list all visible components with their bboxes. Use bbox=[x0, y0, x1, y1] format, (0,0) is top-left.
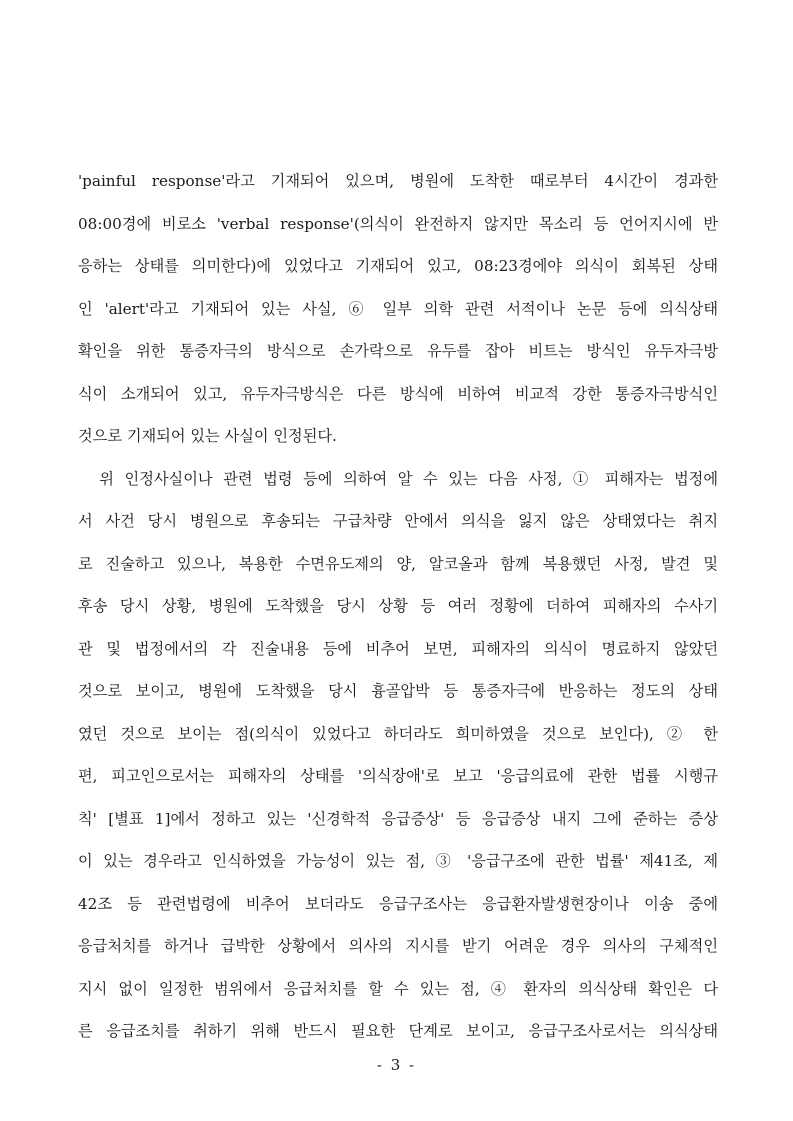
text-line: 른 응급조치를 취하기 위해 반드시 필요한 단계로 보이고, 응급구조사로서는 의식상태 bbox=[78, 1022, 718, 1040]
text-line: 지시 없이 일정한 범위에서 응급처치를 할 수 있는 점, ④ 환자의 의식상태 확인은 다 bbox=[78, 979, 718, 998]
text-line: 서 사건 당시 병원으로 후송되는 구급차량 안에서 의식을 잃지 않은 상태였다는 취지 bbox=[78, 512, 718, 530]
text-line: 식이 소개되어 있고, 유두자극방식은 다른 방식에 비하여 비교적 강한 통증자극방식인 bbox=[78, 384, 718, 403]
page-number: - 3 - bbox=[376, 1056, 417, 1074]
body-text bbox=[78, 160, 718, 1053]
text-line: 위 인정사실이나 관련 법령 등에 의하여 알 수 있는 다음 사정, ① 피해자는 법정에 bbox=[78, 469, 718, 488]
text-line: 08:00경에 비로소 'verbal response'(의식이 완전하지 않지만 목소리 등 언어지시에 반 bbox=[78, 214, 718, 233]
text-line: 것으로 기재되어 있는 사실이 인정된다. bbox=[78, 427, 337, 445]
text-line: 것으로 보이고, 병원에 도착했을 당시 흉골압박 등 통증자극에 반응하는 정도의 상태 bbox=[78, 682, 718, 700]
text-line: 로 진술하고 있으나, 복용한 수면유도제의 양, 알코올과 함께 복용했던 사정, 발견 및 bbox=[78, 554, 718, 573]
text-line: 관 및 법정에서의 각 진술내용 등에 비추어 보면, 피해자의 의식이 명료하지 않았던 bbox=[78, 639, 718, 658]
text-line: 응하는 상태를 의미한다)에 있었다고 기재되어 있고, 08:23경에야 의식이 회복된 상태 bbox=[78, 257, 718, 275]
text-line: 칙' [별표 1]에서 정하고 있는 '신경학적 응급증상' 등 응급증상 내지 그에 준하는 증상 bbox=[78, 809, 718, 828]
text-line: 응급처치를 하거나 급박한 상황에서 의사의 지시를 받기 어려운 경우 의사의 구체적인 bbox=[78, 937, 718, 955]
text-line: 'painful response'라고 기재되어 있으며, 병원에 도착한 때로부터 4시간이 경과한 bbox=[78, 172, 718, 190]
text-line: 편, 피고인으로서는 피해자의 상태를 '의식장애'로 보고 '응급의료에 관한 법률 시행규 bbox=[78, 767, 718, 785]
text-line: 이 있는 경우라고 인식하였을 가능성이 있는 점, ③ '응급구조에 관한 법률' 제41조, 제 bbox=[78, 852, 718, 870]
text-line: 확인을 위한 통증자극의 방식으로 손가락으로 유두를 잡아 비트는 방식인 유두자극방 bbox=[78, 342, 718, 360]
text-line: 인 'alert'라고 기재되어 있는 사실, ⑥ 일부 의학 관련 서적이나 논문 등에 의식상태 bbox=[78, 299, 718, 318]
text-line: 42조 등 관련법령에 비추어 보더라도 응급구조사는 응급환자발생현장이나 이송 중에 bbox=[78, 894, 718, 913]
text-line: 후송 당시 상황, 병원에 도착했을 당시 상황 등 여러 정황에 더하여 피해자의 수사기 bbox=[78, 597, 718, 615]
text-line: 였던 것으로 보이는 점(의식이 있었다고 하더라도 희미하였을 것으로 보인다), ② 한 bbox=[78, 724, 718, 743]
